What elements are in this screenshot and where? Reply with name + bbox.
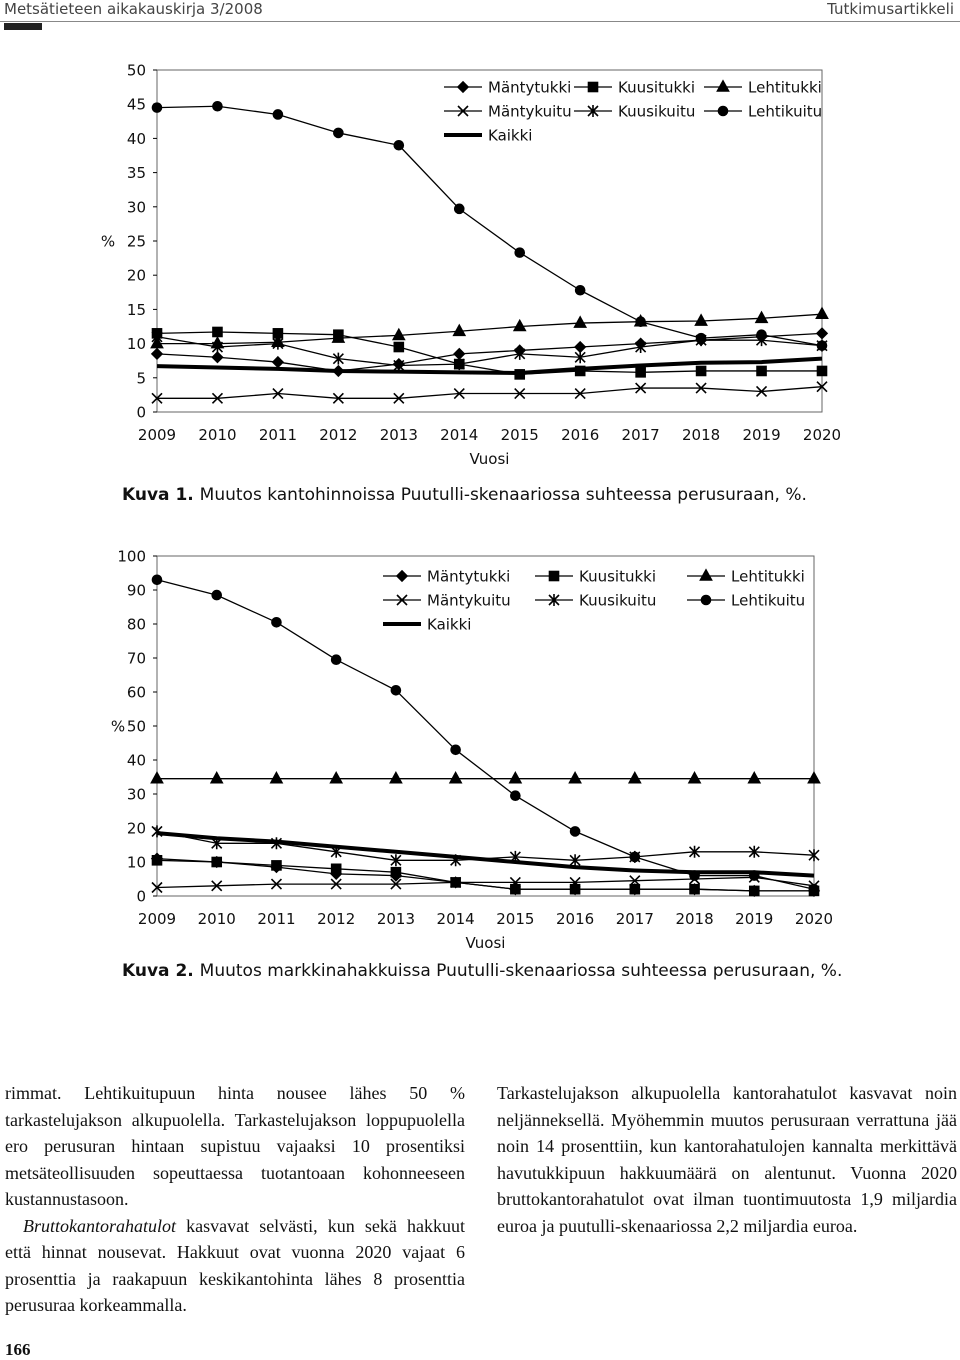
data-point (696, 315, 707, 325)
data-point (630, 885, 639, 894)
data-point (630, 852, 639, 861)
data-point (213, 102, 222, 111)
series-line (157, 831, 814, 860)
data-point (571, 827, 580, 836)
data-point (152, 349, 162, 359)
legend (444, 79, 822, 145)
y-tick-label: 20 (126, 266, 146, 285)
data-point (697, 366, 706, 375)
data-point (273, 357, 283, 367)
y-tick-label: 40 (126, 751, 146, 770)
y-tick-label: 45 (126, 95, 146, 114)
page-header (0, 0, 960, 22)
data-point (153, 856, 162, 865)
series-lehtitukki (152, 308, 828, 347)
x-tick-label: 2009 (137, 426, 177, 444)
x-tick-label: 2019 (735, 910, 774, 928)
y-tick-label: 30 (126, 785, 146, 804)
data-point (212, 352, 222, 362)
series-line (157, 333, 822, 371)
x-tick-label: 2010 (197, 910, 236, 928)
data-point (689, 773, 700, 783)
x-tick-label: 2012 (317, 910, 356, 928)
data-point (331, 773, 342, 783)
legend-item (444, 103, 572, 121)
x-tick-label: 2011 (257, 910, 296, 928)
data-point (515, 248, 524, 257)
y-tick-label: 15 (126, 300, 146, 319)
legend-marker (589, 83, 598, 92)
legend-label: Kuusitukki (618, 78, 696, 97)
legend-item (704, 79, 822, 97)
legend-item (535, 592, 656, 610)
legend-item (687, 592, 805, 610)
data-point (576, 286, 585, 295)
data-point (152, 773, 163, 783)
data-point (450, 773, 461, 783)
data-point (810, 885, 819, 894)
x-axis-label: Vuosi (465, 934, 506, 952)
series-mäntykuitu (152, 382, 827, 404)
legend-item (704, 103, 822, 121)
legend-label: Mäntytukki (488, 78, 572, 97)
data-point (575, 317, 586, 327)
legend-marker (550, 572, 559, 581)
legend-label: Kuusitukki (579, 567, 657, 586)
x-tick-label: 2009 (137, 910, 177, 928)
legend-label: Lehtitukki (748, 78, 822, 97)
legend-label: Kuusikuitu (579, 591, 657, 610)
data-point (394, 141, 403, 150)
legend-marker (718, 81, 729, 91)
data-point (212, 591, 221, 600)
legend-marker (719, 107, 728, 116)
data-point (212, 858, 221, 867)
y-tick-label: 60 (126, 683, 146, 702)
chart-1 (0, 40, 960, 520)
data-point (757, 366, 766, 375)
legend-marker (701, 570, 712, 580)
y-tick-label: 0 (136, 887, 146, 906)
x-tick-label: 2017 (621, 426, 660, 444)
legend-marker (458, 82, 468, 92)
data-point (818, 341, 827, 350)
data-point (690, 885, 699, 894)
data-point (391, 686, 400, 695)
x-tick-label: 2017 (615, 910, 654, 928)
legend-item (383, 592, 511, 610)
x-tick-label: 2014 (436, 910, 475, 928)
paragraph: Tarkastelujakson alkupuolella kantorahatulot kasvavat noin neljänneksellä. Myöhemmin muutos perusuraan verrattuna jää noin 14 prosenttiin, kun kantorahatulojen kannalta merkittävä havutukkipuun hakkuumäärä on alentunut. Vuonna 2020 bruttokantorahatulot ovat ilman tuontimuutosta 1,9 miljardia euroa ja puutulli-skenaariossa 2,2 miljardia euroa. (497, 1083, 957, 1236)
y-tick-label: 25 (126, 232, 146, 251)
series-line (157, 387, 822, 399)
italic-term: Bruttokantorahatulot (23, 1215, 176, 1236)
data-point (451, 745, 460, 754)
y-axis-label: % (100, 232, 116, 251)
series-lehtikuitu (153, 575, 819, 893)
paragraph: rimmat. Lehtikuitupuun hinta nousee lähes 50 % tarkastelujakson alkupuolella. Tarkastelujakson loppupuolella ero perusuran hintaan supistuu vajaaksi 10 prosentiksi metsäteollisuuden sopeuttaessa tuotantoaan kohonneeseen kustannustasoon. (5, 1083, 465, 1209)
series-line (157, 833, 814, 876)
x-tick-label: 2013 (379, 426, 418, 444)
data-point (636, 368, 645, 377)
paragraph-rest: kasvavat selvästi, kun sekä hakkuut että hinnat nousevat. Hakkuut ovat vuonna 2020 vajaat 6 prosenttia ja raakapuun keskikantohinta lähes 8 prosenttia perusuraa korkeammalla. (5, 1215, 465, 1315)
caption-text: Muutos kantohinnoissa Puutulli-skenaariossa suhteessa perusuraan, %. (199, 485, 807, 505)
legend-label: Lehtikuitu (731, 591, 806, 610)
caption-label: Kuva 1. (122, 485, 200, 505)
journal-title: Metsätieteen aikakauskirja 3/2008 (4, 0, 263, 18)
caption-text: Muutos markkinahakkuissa Puutulli-skenaariossa suhteessa perusuraan, %. (199, 961, 843, 981)
data-point (750, 886, 759, 895)
x-tick-label: 2020 (802, 426, 842, 444)
data-point (636, 317, 645, 326)
data-point (697, 334, 706, 343)
x-tick-label: 2011 (258, 426, 298, 444)
legend-item (535, 568, 656, 586)
data-point (332, 864, 341, 873)
right-column (497, 1080, 957, 1239)
legend-item (383, 616, 471, 634)
data-point (454, 325, 465, 335)
y-axis-label: % (110, 717, 126, 736)
paragraph (5, 1213, 465, 1319)
x-axis-label: Vuosi (469, 450, 510, 468)
x-tick-label: 2019 (742, 426, 781, 444)
data-point (334, 128, 343, 137)
article-type: Tutkimusartikkeli (827, 0, 954, 18)
data-point (271, 773, 282, 783)
legend-label: Mäntytukki (427, 567, 511, 586)
legend-label: Mäntykuitu (427, 591, 511, 610)
legend-item (574, 79, 695, 97)
data-point (454, 349, 464, 359)
y-tick-label: 90 (126, 581, 146, 600)
legend-marker (397, 571, 407, 581)
y-tick-label: 50 (126, 717, 146, 736)
y-tick-label: 100 (117, 547, 146, 566)
legend-label: Kuusikuitu (618, 102, 696, 121)
data-point (575, 342, 585, 352)
x-tick-label: 2015 (496, 910, 535, 928)
header-bar (4, 23, 42, 30)
x-tick-label: 2018 (675, 910, 714, 928)
header-rule (0, 21, 960, 22)
data-point (390, 773, 401, 783)
data-point (749, 773, 760, 783)
data-point (629, 773, 640, 783)
x-tick-label: 2014 (440, 426, 479, 444)
y-tick-label: 0 (136, 403, 146, 422)
y-tick-label: 50 (126, 61, 146, 80)
data-point (809, 773, 820, 783)
data-point (756, 312, 767, 322)
x-tick-label: 2010 (198, 426, 237, 444)
legend-item (444, 127, 532, 145)
data-point (391, 868, 400, 877)
figure-caption (122, 485, 807, 505)
legend-label: Mäntykuitu (488, 102, 572, 121)
data-point (153, 575, 162, 584)
y-tick-label: 80 (126, 615, 146, 634)
data-point (153, 103, 162, 112)
x-tick-label: 2013 (376, 910, 416, 928)
series-kaikki (157, 833, 814, 876)
legend-item (574, 103, 695, 121)
y-tick-label: 10 (126, 335, 146, 354)
x-tick-label: 2020 (794, 910, 834, 928)
data-point (273, 110, 282, 119)
data-point (510, 773, 521, 783)
data-point (455, 204, 464, 213)
data-point (211, 773, 222, 783)
data-point (272, 618, 281, 627)
legend-label: Lehtitukki (731, 567, 805, 586)
x-tick-label: 2012 (319, 426, 358, 444)
data-point (393, 329, 404, 339)
figure-caption (122, 961, 842, 981)
legend-item (687, 568, 805, 586)
legend-item (383, 568, 510, 586)
chart-2 (0, 530, 960, 990)
data-point (272, 861, 281, 870)
data-point (757, 330, 766, 339)
caption-label: Kuva 2. (122, 961, 200, 981)
legend-marker (702, 596, 711, 605)
y-tick-label: 30 (126, 198, 146, 217)
y-tick-label: 70 (126, 649, 146, 668)
series-lehtitukki (152, 773, 820, 783)
y-tick-label: 35 (126, 164, 146, 183)
y-tick-label: 40 (126, 129, 146, 148)
legend-label: Kaikki (488, 126, 533, 145)
legend-item (444, 79, 571, 97)
data-point (818, 366, 827, 375)
y-tick-label: 10 (126, 853, 146, 872)
legend (383, 568, 805, 634)
data-point (817, 308, 828, 318)
data-point (213, 327, 222, 336)
data-point (570, 773, 581, 783)
x-tick-label: 2015 (500, 426, 539, 444)
page-number: 166 (5, 1340, 31, 1359)
x-tick-label: 2016 (561, 426, 600, 444)
data-point (332, 655, 341, 664)
data-point (511, 791, 520, 800)
legend-label: Lehtikuitu (748, 102, 823, 121)
x-tick-label: 2018 (681, 426, 721, 444)
x-tick-label: 2016 (555, 910, 595, 928)
left-column (5, 1080, 465, 1319)
data-point (514, 321, 525, 331)
legend-label: Kaikki (427, 615, 472, 634)
data-point (817, 328, 827, 338)
data-point (394, 343, 403, 352)
y-tick-label: 5 (136, 369, 146, 388)
y-tick-label: 20 (126, 819, 146, 838)
